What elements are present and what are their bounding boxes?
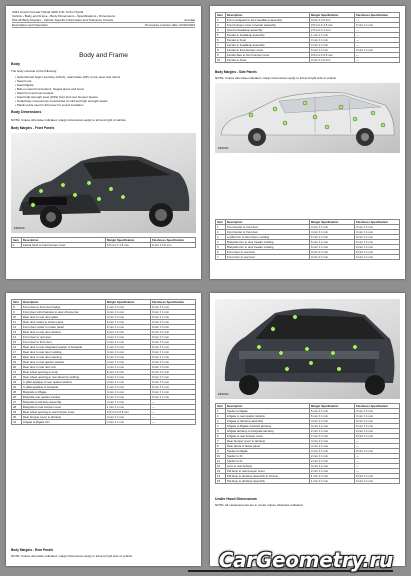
cell: Fender to hood [226,38,310,43]
cell: 0 mm ± 1 mm [355,240,400,245]
cell: 4 mm ± 1 mm [106,360,151,365]
cell: 4 [216,28,226,33]
figure-id: E350032 [218,393,229,396]
cell: 22 [12,375,22,380]
cell: — [355,469,400,474]
rear-note: NOTE: Unless otherwise indicated, margin dimensions apply to left and right side of vehicle. [11,554,133,558]
cell: 9 [12,310,22,315]
cell: 6 [216,250,226,255]
cell: 7 [216,255,226,260]
cell: 11 [216,459,226,464]
table-row [216,58,400,63]
cell: 4 mm ± 1 mm [106,380,151,385]
column-header: Margin Specification [310,220,355,225]
column-header: Description [226,404,310,409]
cell: 0.5 mm ± 0.5 mm [106,410,151,415]
table-row [216,479,400,484]
cell: Fender flare to front bumper cover [226,53,310,58]
cell: 1 mm ± 1 mm [310,474,355,479]
cell: 7 [216,43,226,48]
cell: Tail lamp to tail lamp assembly [226,479,310,484]
cell: Rear wheel opening to body [22,370,106,375]
page-title: Body and Frame [79,52,128,59]
column-header: Flushness Specification [355,13,400,18]
cell: 0 mm ± 1 mm [355,419,400,424]
cell: 6 mm ± 1 mm [106,395,151,400]
cell: 4 mm ± 1 mm [310,444,355,449]
cell: — [355,18,400,23]
column-header: Flushness Specification [355,220,400,225]
cell: 12 [216,464,226,469]
cell: 0 mm ± 1 mm [355,255,400,260]
cell: 6 mm ± 1 mm [310,235,355,240]
cell: Fender to hood [226,58,310,63]
cell: Front door to rear door [226,250,310,255]
cell: 4 [216,240,226,245]
cell: 0 mm ± 1 mm [151,365,196,370]
figure-heading: Body Margins - Front Panels [11,126,55,130]
side-panels-table [215,219,400,260]
table-row [12,420,196,425]
cell: Bodyside trim to door header molding [226,245,310,250]
cell: Liftgate tail lamp to bodyside tail lamp [226,429,310,434]
column-header: Margin Specification [106,300,151,305]
cell: 3 [216,235,226,240]
col-description: Description [22,238,106,243]
cell: 4 mm ± 1 mm [106,350,151,355]
cell: 0 mm ± 1 mm [151,370,196,375]
cell: 2 mm ± 1 mm [310,429,355,434]
column-header: Flushness Specification [151,300,196,305]
front-panels-figure [11,133,196,233]
cell: — [151,410,196,415]
side-panels-figure [215,83,400,153]
cell: 24 [12,385,22,390]
list-item: • Plastic parts used in full cover for sound insulation [15,103,84,107]
cell: 4 [216,424,226,429]
cell: 2.5 mm ± 1 mm [310,28,355,33]
cell: — [151,420,196,425]
cell: 5 [216,429,226,434]
column-header: Item [216,220,226,225]
cell: 0 mm ± 1 mm [355,245,400,250]
cell: 6 mm ± 1 mm [106,305,151,310]
cell: 4 mm ± 1 mm [310,439,355,444]
cell: 0 mm ± 1.5 mm [151,243,196,248]
cell: 0 mm ± 1 mm [106,375,151,380]
column-header: Description [226,220,310,225]
cell: 4 mm ± 1 mm [310,419,355,424]
cell: — [355,439,400,444]
cell: 6 mm ± 1 mm [106,345,151,350]
front-panels-table-continued [215,12,400,63]
header-doc-right: Acrobat [184,18,195,23]
col-flushness: Flushness Specification [151,238,196,243]
cell: 10 [12,315,22,320]
cell: 11 [12,320,22,325]
cell: 0 mm ± 1 mm [151,360,196,365]
document-page-1 [6,6,201,279]
cell: 3 mm ± 1 mm [310,449,355,454]
cell: 1 mm ± 1 mm [106,405,151,410]
cell: 6 mm ± 1 mm [106,355,151,360]
cell: Fender to headlamp assembly [226,33,310,38]
cell: Rear door to rear integrated quarter to bodyside [22,345,106,350]
cell: Lens to rear bumper [226,464,310,469]
cell: 9 [216,53,226,58]
cell: 0 mm ± 1 mm [151,335,196,340]
cell: 2 mm ± 1 mm [310,469,355,474]
cell: 0 mm ± 1 mm [355,235,400,240]
cell: 8 [216,444,226,449]
cell: 4 mm ± 1 mm [106,340,151,345]
cell: 0 mm ± 1 mm [151,380,196,385]
body-bullet-list [15,75,195,107]
cell: Front bumper cover to fender assembly [226,23,310,28]
cell: Bodyside rear quarter window [22,395,106,400]
cell: 0 mm ± 1 mm [355,230,400,235]
cell: 0.5 mm ± 1.5 mm [310,23,355,28]
suv-rear-illustration [215,299,400,399]
cell: Bodyside to rear bumper cover [22,405,106,410]
cell: 14 [216,474,226,479]
cell: 3 mm ± 1 mm [106,415,151,420]
cell: 1 [216,409,226,414]
cell: 4 mm ± 1 mm [310,424,355,429]
cell: 0 mm ± 1 mm [355,424,400,429]
column-header: Item [216,13,226,18]
cell: Rear bumper cover to tail lamp [22,415,106,420]
list-item: • Steel liftgate [15,83,34,87]
cell: — [151,400,196,405]
dims-heading: Body Dimensions [11,110,42,114]
cell: 0 mm ± 1 mm [355,429,400,434]
cell: — [355,454,400,459]
cell: 3 [216,23,226,28]
column-header: Description [226,13,310,18]
figure-id: E350018 [14,227,25,230]
cell: — [355,464,400,469]
cell: Rear door to rear quarter window [22,360,106,365]
cell: 0 mm ± 1 mm [310,48,355,53]
col-margin: Margin Specification [106,238,151,243]
cell: 0 mm ± 1 mm [151,310,196,315]
cell: Liftgate to liftgate-mounted tail lamp [226,424,310,429]
page-header [12,10,195,28]
cell: 0 mm ± 1 mm [151,375,196,380]
document-page-4 [210,293,405,566]
column-header: Item [216,404,226,409]
header-doc-title: 501-26 Body Repairs - Vehicle Specific Information and Tolerance Checks [12,18,114,23]
cell: — [355,38,400,43]
cell: — [151,415,196,420]
cell: Front door to rear door [22,335,106,340]
suv-front-illustration [11,133,196,233]
body-intro: The body consists of the following: [11,69,57,73]
cell: Rear fascia to fascia panel [226,444,310,449]
header-desc: Description and Operation [12,23,48,28]
cell: 13 [216,469,226,474]
cell: 0 mm ± 1 mm [151,345,196,350]
cell: 6 mm ± 1 mm [106,370,151,375]
cell: — [355,444,400,449]
list-item: • Steel front and rear fenders [15,91,54,95]
cell: 2 mm ± 1 mm [310,459,355,464]
cell: 0 mm ± 1 mm [151,320,196,325]
cell: Tail lamp to tail lamp assembly to chrome [226,474,310,479]
cell: Fender to front bumper cover [226,48,310,53]
cell: Spoiler to liftgate [226,449,310,454]
column-header: Margin Specification [310,404,355,409]
cell: Liftgate to tail lamp assembly [226,419,310,424]
cell: 3 [216,419,226,424]
cell: 15 [216,479,226,484]
cell: 1 mm ± 1 mm [310,479,355,484]
cell: 8 [12,305,22,310]
cell: 0 mm ± 1 mm [151,385,196,390]
underhood-note: NOTE: All measurements are in center unless otherwise indicated. [215,503,304,507]
cell: Hood to headlamp assembly [226,28,310,33]
cell: Rear door rocker to rocker panel [22,320,106,325]
cell: Front door mirror/window to door chrome bar [22,310,106,315]
cell: Rear door to rear door trim [22,365,106,370]
cell: Tail lamp to rear bumper cover [226,469,310,474]
cell: 18 [12,355,22,360]
col-item: Item [12,238,22,243]
cell: Front fender to front door [226,225,310,230]
cell: Rear door to rear door window [22,330,106,335]
cell: Liftgate to rear quarter window [226,414,310,419]
cell: 0 mm ± 1 mm [151,355,196,360]
cell: 3 mm ± 1 mm [310,43,355,48]
underhood-heading: Under Hood Dimensions [215,497,257,501]
cell: 12 [12,325,22,330]
cell: 1 mm ± 1 mm [310,33,355,38]
cell: 4 mm ± 1 mm [106,335,151,340]
cell: — [355,459,400,464]
cell: Fender to headlamp assembly [226,43,310,48]
cell: Rear door to rear door molding [22,350,106,355]
cell: 26 [12,395,22,400]
cell: 2 mm ± 1 mm [310,454,355,459]
cell: 5 mm ± 1 mm [310,409,355,414]
cell: 3 mm ± 1 mm [106,400,151,405]
cell: 4 mm ± 1 mm [310,464,355,469]
figure-id: E350031 [218,147,229,150]
cell: 0 mm ± 1 mm [151,350,196,355]
cell: Fascia hood to front bumper cover [22,243,106,248]
header-breadcrumb: Vehicle › Body and Frame › Body Dimensions › Specifications › Dimensions [12,14,116,19]
rear-figure-heading: Body Margins - Rear Panels [11,548,54,552]
cell: 6 mm ± 1 mm [310,414,355,419]
cell: Spoiler to fin [226,454,310,459]
column-header: Description [22,300,106,305]
side-panels-table-continued [11,299,196,425]
cell: Bodyside to tail lamp assembly [22,400,106,405]
cell: 0 mm ± 1 mm [151,315,196,320]
body-heading: Body [11,62,20,66]
cell: 0.5 mm ± 0.5 mm [310,53,355,58]
cell: C-pillar applique to rear quarter window [22,380,106,385]
cell: 0 mm ± 1 mm [355,409,400,414]
cell: — [355,58,400,63]
cell: 0 mm ± 1 mm [355,225,400,230]
cell: 0 mm ± 1 mm [355,23,400,28]
cell: 4 mm ± 1 mm [310,250,355,255]
cell: 0 mm ± 1 mm [355,479,400,484]
suv-side-illustration [215,83,400,153]
cell: Rear door to rear door glass [22,315,106,320]
cell: 6 mm ± 1 mm [310,245,355,250]
cell: 4 mm ± 1 mm [310,230,355,235]
cell: 0 mm ± 1 mm [151,305,196,310]
rear-panels-figure [215,299,400,399]
cell: 0 mm ± 1 mm [151,340,196,345]
cell: 6 mm ± 1 mm [106,385,151,390]
cell: A-pillar trim to door frame molding [226,235,310,240]
cell: Spoiler to liftgate [226,409,310,414]
cell: 4 mm ± 1 mm [106,315,151,320]
cell: Front door rocker to rocker panel [22,325,106,330]
cell: 0 mm ± 1 mm [151,390,196,395]
list-item: • Steel hood [15,79,32,83]
cell: C-pillar applique to bodyside [22,385,106,390]
cell: 17 [12,350,22,355]
cell: — [355,28,400,33]
document-page-2 [210,6,405,279]
cell: Rear door to rear door opening [22,355,106,360]
table-row [216,255,400,260]
side-note: NOTE: Unless otherwise indicated, margin dimensions apply to left and right side of vehicle. [215,76,337,80]
cell: 5 [216,33,226,38]
cell: 10 [216,454,226,459]
cell: 27 [12,400,22,405]
cell: Liftgate to rear bumper cover [226,434,310,439]
cell: 21 [12,370,22,375]
cell: 15 [12,340,22,345]
cell: 0 mm ± 1 mm [355,250,400,255]
cell: — [355,43,400,48]
cell: 20 [12,365,22,370]
watermark-logo: CarGeometry.ru [218,548,393,572]
cell: 2 [216,230,226,235]
cell: 0 mm ± 1 mm [355,434,400,439]
cell: 1 [12,243,22,248]
cell: 14 [12,335,22,340]
list-item: • Steel high strength steel (HSS) front and rear bumper beams [15,95,98,99]
front-panels-table [11,237,196,248]
cell: 7 mm ± 1 mm [310,434,355,439]
cell: 6 mm ± 1 mm [106,320,151,325]
cell: 6 mm ± 1 mm [106,325,151,330]
list-item: • Hydroformed High Low Alloy (HSLA), dual phase (DP), boron steel and others [15,75,121,79]
side-figure-heading: Body Margins - Side Panels [215,70,257,74]
cell: 3 mm ± 1.5 mm [310,58,355,63]
cell: 0 mm ± 1 mm [151,330,196,335]
cell: 7 [216,439,226,444]
cell: Rear wheel opening to rear wheel lip molding [22,375,106,380]
cell: Liftgate to liftgate trim [22,420,106,425]
cell: 30 [12,415,22,420]
cell: 4 mm ± 1 mm [310,225,355,230]
cell: Front mudguard to front headlamp assembly [226,18,310,23]
cell: Rear wheel opening to rear bumper cover [22,410,106,415]
cell: — [355,33,400,38]
cell: — [355,53,400,58]
cell: 6 [216,434,226,439]
list-item: • Bolt-on steel front fenders, hinged doors and hood [15,87,84,91]
cell: 31 [12,420,22,425]
cell: 3 mm ± 1 mm [310,38,355,43]
rear-panels-table [215,403,400,484]
cell: 6 [216,38,226,43]
document-page-3 [6,293,201,566]
cell: 16 [12,345,22,350]
cell: Rear bumper cover to tail lamp [226,439,310,444]
cell: 4 mm ± 1 mm [106,390,151,395]
cell: Spoiler to fin [226,459,310,464]
cell: 4 mm ± 1 mm [106,365,151,370]
column-header: Flushness Specification [355,404,400,409]
cell: 4 mm ± 1 mm [106,310,151,315]
cell: 23 [12,380,22,385]
cell: 4 mm ± 1 mm [106,330,151,335]
cell: 10 [216,58,226,63]
cell: 4 mm ± 1 mm [310,255,355,260]
cell: Front door to front door badge [22,305,106,310]
cell: 6 mm ± 1 mm [310,240,355,245]
cell: 8 [216,48,226,53]
cell: — [151,405,196,410]
cell: 13 [12,330,22,335]
cell: 4 mm ± 1.5 mm [310,18,355,23]
list-item: • Underbody components constructed of mild and high strength steels [15,99,108,103]
cell: 19 [12,360,22,365]
cell: 2 [216,18,226,23]
cell: Front fender to front door [226,230,310,235]
cell: 0 mm ± 1 mm [355,474,400,479]
cell: 5 [216,245,226,250]
cell: 0 mm ± 1 mm [151,325,196,330]
cell: 4 mm ± 1 mm [106,420,151,425]
header-vehicle: 2024 Lincoln Corsair Hybrid 4WD 2.5L Turbo Hybrid [12,10,84,14]
column-header: Margin Specification [310,13,355,18]
cell: 2 [216,414,226,419]
cell: 28 [12,405,22,410]
table-row [12,243,196,248]
cell: 9 [216,449,226,454]
cell: 0 mm ± 1 mm [355,48,400,53]
cell: 5.5 mm ± 1.5 mm [106,243,151,248]
cell: Front door to rear door [226,255,310,260]
column-header: Item [12,300,22,305]
cell: 1 [216,225,226,230]
cell: Front door to front door [22,340,106,345]
cell: 0 mm ± 1 mm [355,414,400,419]
header-date: Procedure revision date: 02/10/2023 [145,23,195,28]
cell: 29 [12,410,22,415]
cell: Bodyside trim to door header molding [226,240,310,245]
note-text: NOTE: Unless otherwise indicated, margin dimensions apply to left and right of vehicle. [11,118,127,122]
cell: 0 mm ± 1 mm [355,449,400,454]
cell: 25 [12,390,22,395]
cell: 0 mm ± 1 mm [151,395,196,400]
cell: Bodyside to liftgate [22,390,106,395]
